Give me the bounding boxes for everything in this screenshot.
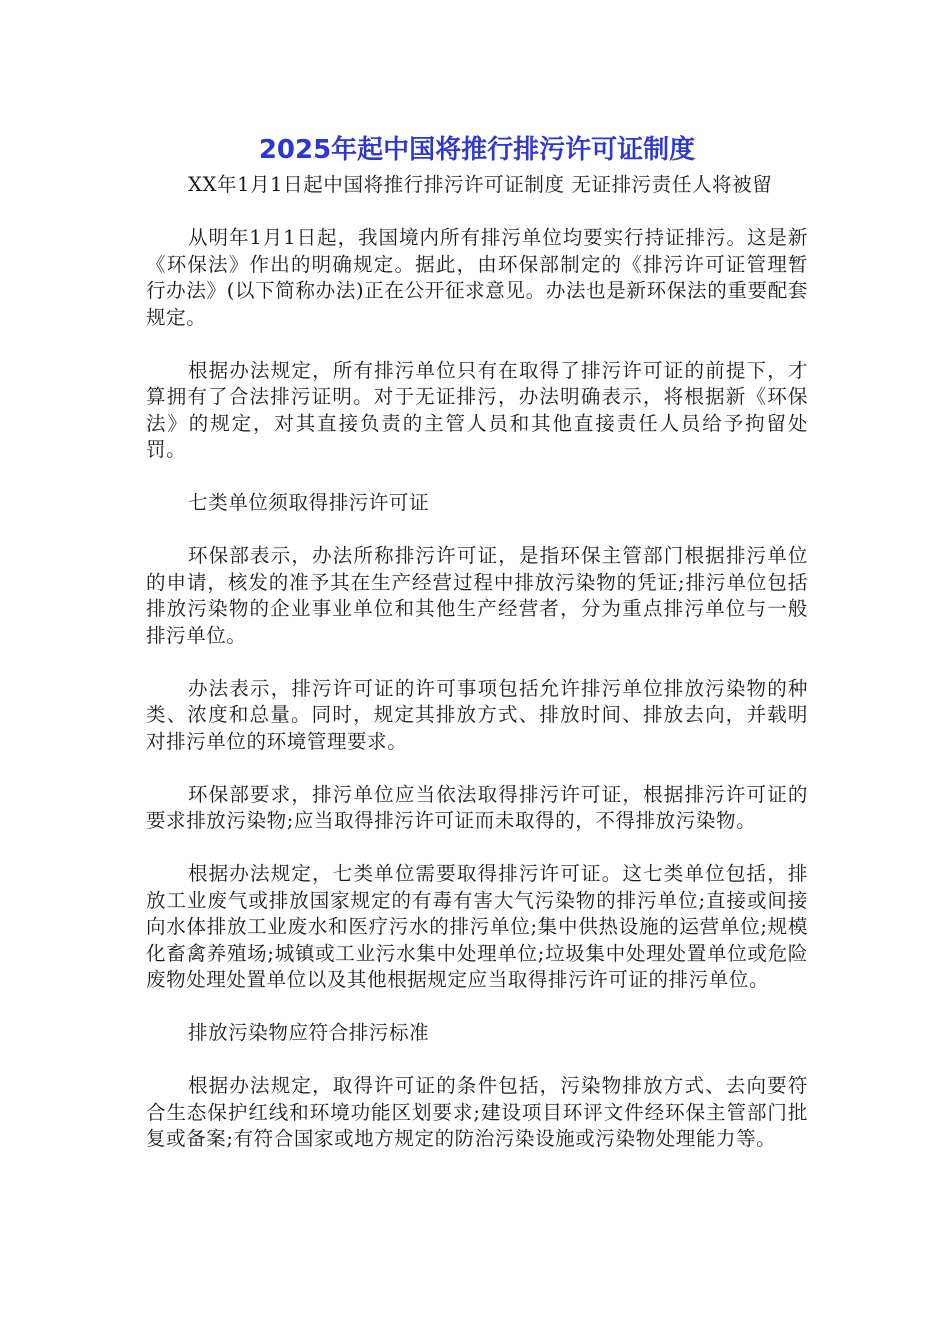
paragraph: 从明年1月1日起，我国境内所有排污单位均要实行持证排污。这是新《环保法》作出的明确规定。据此，由环保部制定的《排污许可证管理暂行办法》(以下简称办法)正在公开征求意见。办法也是新环保法的重要配套规定。 [146,226,808,329]
paragraph-gap [146,835,808,862]
paragraph-gap [146,1047,808,1074]
paragraph-gap [146,649,808,676]
paragraph: 办法表示，排污许可证的许可事项包括允许排污单位排放污染物的种类、浓度和总量。同时，规定其排放方式、排放时间、排放去向，并载明对排污单位的环境管理要求。 [146,676,808,753]
paragraph: 环保部要求，排污单位应当依法取得排污许可证，根据排污许可证的要求排放污染物;应当取得排污许可证而未取得的，不得排放污染物。 [146,782,808,832]
paragraph-gap [146,464,808,491]
paragraph-gap [146,517,808,544]
document-page [146,130,808,1153]
paragraph-gap [146,331,808,358]
section-heading-emission-standard: 排放污染物应符合排污标准 [188,1021,430,1044]
paragraph-gap [146,994,808,1021]
paragraph-gap [146,755,808,782]
paragraph: 根据办法规定，取得许可证的条件包括，污染物排放方式、去向要符合生态保护红线和环境功能区划要求;建设项目环评文件经环保主管部门批复或备案;有符合国家或地方规定的防治污染设施或污染物处理能力等。 [146,1074,808,1150]
paragraph: 根据办法规定，所有排污单位只有在取得了排污许可证的前提下，才算拥有了合法排污证明。对于无证排污，办法明确表示，将根据新《环保法》的规定，对其直接负责的主管人员和其他直接责任人员给予拘留处罚。 [146,358,808,461]
document-title: 2025年起中国将推行排污许可证制度 [258,135,696,165]
section-heading-seven-units: 七类单位须取得排污许可证 [188,491,430,514]
paragraph: 环保部表示，办法所称排污许可证，是指环保主管部门根据排污单位的申请，核发的准予其在生产经营过程中排放污染物的凭证;排污单位包括排放污染物的企业事业单位和其他生产经营者，分为重点排污单位与一般排污单位。 [146,544,808,647]
paragraph: 根据办法规定，七类单位需要取得排污许可证。这七类单位包括，排放工业废气或排放国家规定的有毒有害大气污染物的排污单位;直接或间接向水体排放工业废水和医疗污水的排污单位;集中供热设施的运营单位;规模化畜禽养殖场;城镇或工业污水集中处理单位;垃圾集中处理处置单位或危险废物处理处置单位以及其他根据规定应当取得排污许可证的排污单位。 [146,862,808,991]
paragraph-gap [146,199,808,226]
paragraph-intro: XX年1月1日起中国将推行排污许可证制度 无证排污责任人将被留 [188,173,773,196]
